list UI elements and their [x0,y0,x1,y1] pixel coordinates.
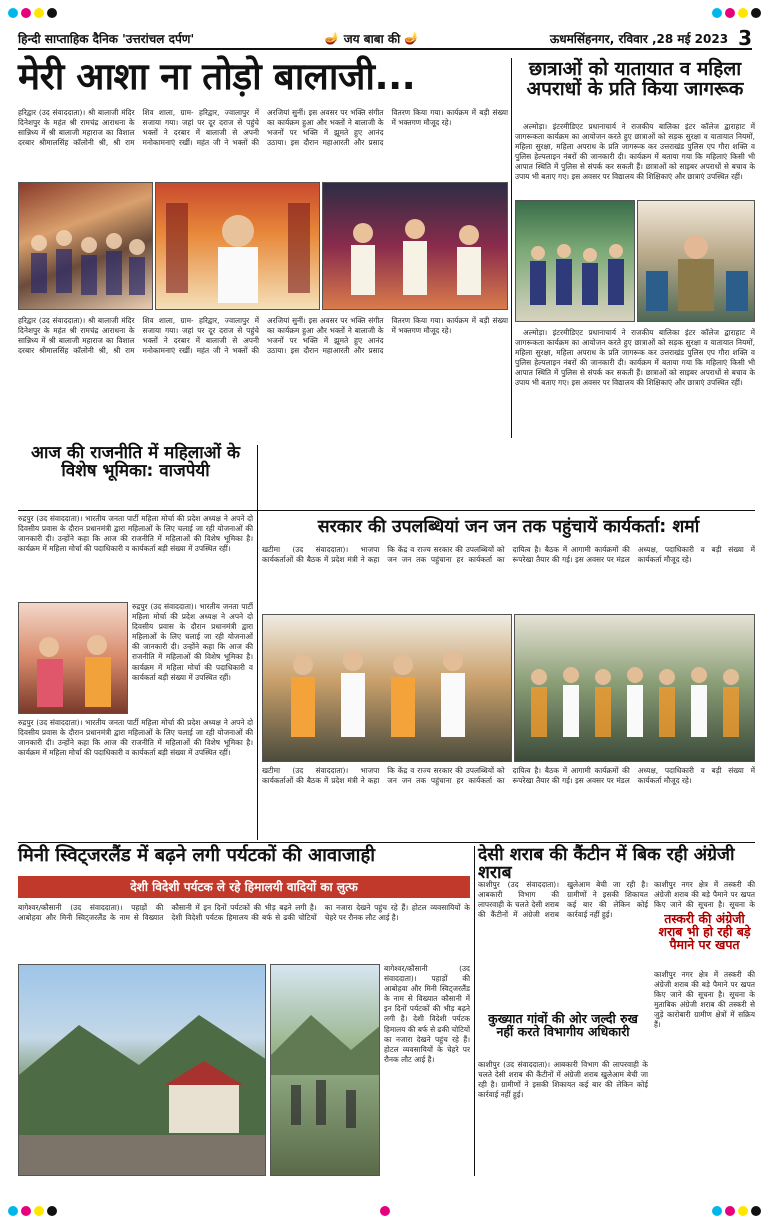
divider [18,510,755,511]
story6-body-continued: काशीपुर (उद संवाददाता)। आबकारी विभाग की लापरवाही के चलते देसी शराब की कैंटीनों में अंग्रेजी शराब खुलेआम बेची जा रही है। ग्रामीणों ने इसकी शिकायत कई बार की लेकिन कोई कार्रवाई नहीं हुई। [478,1060,648,1100]
story5-photo-hills [18,964,266,1176]
registration-mark [380,1206,390,1216]
story5-subheadline: देशी विदेशी पर्यटक ले रहे हिमालयी वादियों का लुत्फ [18,876,470,898]
column-divider [257,445,258,840]
story5-body: बागेश्वर/कौसानी (उद संवाददाता)। पहाड़ों की आबोहवा और मिनी स्विट्जरलैंड के नाम से विख्यात कौसानी में इन दिनों पर्यटकों की भीड़ बढ़ने लगी है। देशी विदेशी पर्यटक हिमालय की बर्फ से ढकी चोटियों का नजारा देखने पहुंच रहे हैं। होटल व्यवसायियों के चेहरे पर रौनक लौट आई है। [18,903,470,923]
column-divider [474,846,475,1176]
registration-mark [21,1206,31,1216]
story1-photo-bhajan [322,182,508,310]
registration-mark [8,1206,18,1216]
story4-body: खटीमा (उद संवाददाता)। भाजपा कार्यकर्ताओं की बैठक में प्रदेश मंत्री ने कहा कि केंद्र व राज्य सरकार की उपलब्धियों को जन जन तक पहुंचाना हर कार्यकर्ता का दायित्व है। बैठक में आगामी कार्यक्रमों की रूपरेखा तैयार की गई। इस अवसर पर मंडल अध्यक्ष, पदाधिकारी व बड़ी संख्या में कार्यकर्ता मौजूद रहे। [262,545,755,565]
registration-mark [34,1206,44,1216]
story3-body-continued: रुद्रपुर (उद संवाददाता)। भारतीय जनता पार्टी महिला मोर्चा की प्रदेश अध्यक्ष ने अपने दो दिवसीय प्रवास के दौरान प्रधानमंत्री द्वारा महिलाओं के लिए चलाई जा रही योजनाओं की जानकारी दी। उन्होंने कहा कि आज की राजनीति में महिलाओं की विशेष भूमिका है। कार्यक्रम में महिला मोर्चा की पदाधिकारी व कार्यकर्ता बड़ी संख्या में उपस्थित रहीं। [132,602,253,682]
story5-body-continued: बागेश्वर/कौसानी (उद संवाददाता)। पहाड़ों की आबोहवा और मिनी स्विट्जरलैंड के नाम से विख्यात कौसानी में इन दिनों पर्यटकों की भीड़ बढ़ने लगी है। देशी विदेशी पर्यटक हिमालय की बर्फ से ढकी चोटियों का नजारा देखने पहुंच रहे हैं। होटल व्यवसायियों के चेहरे पर रौनक लौट आई है। [384,964,470,1064]
story2-body-continued: अल्मोड़ा। इंटरमीडिएट प्रधानाचार्य ने राजकीय बालिका इंटर कॉलेज द्वाराहाट में जागरूकता कार्यक्रम का आयोजन करते हुए छात्राओं को सड़क सुरक्षा व यातायात नियमों, महिला सुरक्षा, महिला अपराध के प्रति जागरूक कर उत्तराखंड पुलिस एप गौरा शक्ति व पुलिस हेल्पलाइन नंबरों की जानकारी दी। कार्यक्रम में बताया गया कि महिलाएं किसी भी आपात स्थिति में पुलिस से संपर्क कर सकती हैं। छात्राओं को साइबर अपराधों से बचाव के उपाय भी बताए गए। इस अवसर पर विद्यालय की शिक्षिकाएं और छात्राएं उपस्थित रहीं। [515,328,755,388]
page-number: 3 [738,26,752,50]
registration-mark [21,8,31,18]
story2-photo-police [637,200,755,322]
story5-photo-tourists [270,964,380,1176]
registration-mark [751,8,761,18]
story2-headline: छात्राओं को यातायात व महिला अपराधों के प्रति किया जागरूक [526,58,744,100]
story4-body-continued: खटीमा (उद संवाददाता)। भाजपा कार्यकर्ताओं की बैठक में प्रदेश मंत्री ने कहा कि केंद्र व राज्य सरकार की उपलब्धियों को जन जन तक पहुंचाना हर कार्यकर्ता का दायित्व है। बैठक में आगामी कार्यक्रमों की रूपरेखा तैयार की गई। इस अवसर पर मंडल अध्यक्ष, पदाधिकारी व बड़ी संख्या में कार्यकर्ता मौजूद रहे। [262,766,755,786]
registration-mark [725,8,735,18]
registration-mark [725,1206,735,1216]
story1-body: हरिद्वार (उद संवाददाता)। श्री बालाजी मंदिर दिनेशपुर के महंत श्री रामचंद्र आराधना के सान्निध्य में श्री बालाजी महाराज का विशाल दरबार श्रीमालसिंह कॉलोनी श्री, श्री राम शिव शाला, ग्राम- हरिद्वार, ज्वालापुर में सजाया गया। जहां पर दूर दराज से पहुंचे भक्तों ने दरबार में बालाजी से अपनी मनोकामनाएं रखीं। महंत जी ने भक्तों की अरजियां सुनीं। इस अवसर पर भक्ति संगीत का कार्यक्रम हुआ और भक्तों ने बालाजी के भजनों पर भक्ति में झूमते हुए आनंद उठाया। इस दौरान महाआरती और प्रसाद वितरण किया गया। कार्यक्रम में बड़ी संख्या में भक्तगण मौजूद रहे। [18,108,508,148]
registration-mark [738,8,748,18]
story2-body: अल्मोड़ा। इंटरमीडिएट प्रधानाचार्य ने राजकीय बालिका इंटर कॉलेज द्वाराहाट में जागरूकता कार्यक्रम का आयोजन करते हुए छात्राओं को सड़क सुरक्षा व यातायात नियमों, महिला सुरक्षा, महिला अपराध के प्रति जागरूक कर उत्तराखंड पुलिस एप गौरा शक्ति व पुलिस हेल्पलाइन नंबरों की जानकारी दी। कार्यक्रम में बताया गया कि महिलाएं किसी भी आपात स्थिति में पुलिस से संपर्क कर सकती हैं। छात्राओं को साइबर अपराधों से बचाव के उपाय भी बताए गए। इस अवसर पर विद्यालय की शिक्षिकाएं और छात्राएं उपस्थित रहीं। [515,122,755,182]
registration-mark [47,8,57,18]
story3-body-bottom: रुद्रपुर (उद संवाददाता)। भारतीय जनता पार्टी महिला मोर्चा की प्रदेश अध्यक्ष ने अपने दो दिवसीय प्रवास के दौरान प्रधानमंत्री द्वारा महिलाओं के लिए चलाई जा रही योजनाओं की जानकारी दी। उन्होंने कहा कि आज की राजनीति में महिलाओं की विशेष भूमिका है। कार्यक्रम में महिला मोर्चा की पदाधिकारी व कार्यकर्ता बड़ी संख्या में उपस्थित रहीं। [18,718,253,758]
story3-body: रुद्रपुर (उद संवाददाता)। भारतीय जनता पार्टी महिला मोर्चा की प्रदेश अध्यक्ष ने अपने दो दिवसीय प्रवास के दौरान प्रधानमंत्री द्वारा महिलाओं के लिए चलाई जा रही योजनाओं की जानकारी दी। उन्होंने कहा कि आज की राजनीति में महिलाओं की विशेष भूमिका है। कार्यक्रम में महिला मोर्चा की पदाधिकारी व कार्यकर्ता बड़ी संख्या में उपस्थित रहीं। [18,514,253,554]
story4-headline: सरकार की उपलब्धियां जन जन तक पहुंचायें कार्यकर्ता: शर्मा [317,517,700,537]
story4-photo-workers [514,614,755,762]
story7-headline: तस्करी की अंग्रेजी शराब भी हो रही बड़े पैमाने पर खपत [658,911,751,953]
registration-mark [8,8,18,18]
lamp-icon: 🪔 [404,31,420,45]
divider [18,842,755,843]
lamp-icon: 🪔 [324,31,340,45]
registration-mark [47,1206,57,1216]
story6-headline: देसी शराब की कैंटीन में बिक रही अंग्रेजी शराब [478,845,735,884]
registration-mark [712,8,722,18]
registration-mark [738,1206,748,1216]
masthead-tagline: 🪔 जय बाबा की 🪔 [324,31,420,46]
registration-mark [751,1206,761,1216]
story6-subheadline: कुख्यात गांवों की ओर जल्दी रुख नहीं करते विभागीय अधिकारी [488,1011,638,1040]
story7-body: काशीपुर नगर क्षेत्र में तस्करी की अंग्रेजी शराब की बड़े पैमाने पर खपत किए जाने की सूचना है। सूचना के मुताबिक अंग्रेजी शराब की तस्करी से जुड़े कारोबारी ग्रामीण क्षेत्रों में सक्रिय हैं। [654,970,755,1030]
masthead [18,28,752,50]
registration-mark [712,1206,722,1216]
column-divider [511,58,512,438]
masthead-paper-name: हिन्दी साप्ताहिक दैनिक 'उत्तरांचल दर्पण' [18,31,195,46]
story6-body: काशीपुर (उद संवाददाता)। आबकारी विभाग की लापरवाही के चलते देसी शराब की कैंटीनों में अंग्रेजी शराब खुलेआम बेची जा रही है। ग्रामीणों ने इसकी शिकायत कई बार की लेकिन कोई कार्रवाई नहीं हुई। [478,880,648,920]
story3-photo-women [18,602,128,714]
story1-photo-devotees [18,182,153,310]
story4-photo-meeting [262,614,512,762]
story1-headline: मेरी आशा ना तोड़ो बालाजी... [18,55,416,98]
story2-photo-students [515,200,635,322]
story3-headline: आज की राजनीति में महिलाओं के विशेष भूमिका: वाजपेयी [30,443,241,481]
story1-photo-mahant [155,182,320,310]
story1-body-continued: हरिद्वार (उद संवाददाता)। श्री बालाजी मंदिर दिनेशपुर के महंत श्री रामचंद्र आराधना के सान्निध्य में श्री बालाजी महाराज का विशाल दरबार श्रीमालसिंह कॉलोनी श्री, श्री राम शिव शाला, ग्राम- हरिद्वार, ज्वालापुर में सजाया गया। जहां पर दूर दराज से पहुंचे भक्तों ने दरबार में बालाजी से अपनी मनोकामनाएं रखीं। महंत जी ने भक्तों की अरजियां सुनीं। इस अवसर पर भक्ति संगीत का कार्यक्रम हुआ और भक्तों ने बालाजी के भजनों पर भक्ति में झूमते हुए आनंद उठाया। इस दौरान महाआरती और प्रसाद वितरण किया गया। कार्यक्रम में बड़ी संख्या में भक्तगण मौजूद रहे। [18,316,508,356]
story5-headline: मिनी स्विट्जरलैंड में बढ़ने लगी पर्यटकों की आवाजाही [18,845,376,866]
story7-intro: काशीपुर नगर क्षेत्र में तस्करी की अंग्रेजी शराब की बड़े पैमाने पर खपत किए जाने की सूचना है। सूचना के [654,880,755,910]
masthead-dateline: ऊधमसिंहनगर, रविवार ,28 मई 2023 [549,31,729,46]
registration-mark [34,8,44,18]
